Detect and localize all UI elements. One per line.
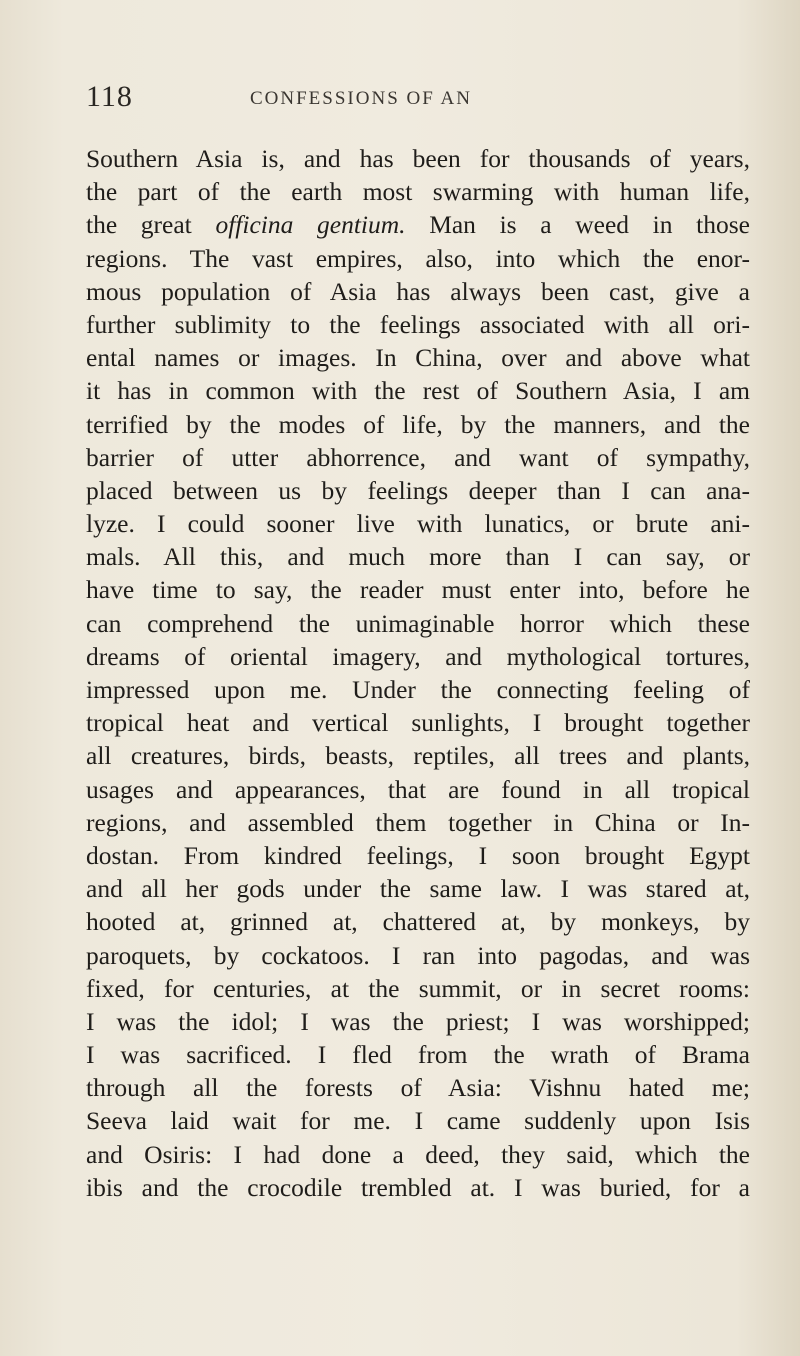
text-line: usages and appearances, that are found in all tropical bbox=[86, 774, 750, 804]
text-line: ibis and the crocodile trembled at. I was buried, for a bbox=[86, 1172, 750, 1202]
text-line: barrier of utter abhorrence, and want of sympathy, bbox=[86, 442, 750, 472]
text-line: dreams of oriental imagery, and mythological tortures, bbox=[86, 641, 750, 671]
text-line: have time to say, the reader must enter into, before he bbox=[86, 575, 750, 605]
text-line: impressed upon me. Under the connecting feeling of bbox=[86, 675, 750, 704]
text-line: mous population of Asia has always been cast, give a bbox=[86, 276, 750, 306]
text-line: dostan. From kindred feelings, I soon brought Egypt bbox=[86, 840, 750, 870]
text-line: through all the forests of Asia: Vishnu hated me; bbox=[86, 1073, 750, 1103]
latin-phrase: officina gentium. bbox=[215, 210, 406, 240]
text-line: the part of the earth most swarming with human life, bbox=[86, 177, 750, 207]
text-run: Man is a weed in those bbox=[405, 210, 750, 240]
running-head: CONFESSIONS OF AN bbox=[250, 88, 472, 109]
text-line: I was the idol; I was the priest; I was worshipped; bbox=[86, 1006, 750, 1036]
page-number: 118 bbox=[86, 80, 133, 113]
text-line: and Osiris: I had done a deed, they said, which the bbox=[86, 1139, 750, 1169]
text-line: I was sacrificed. I fled from the wrath of Brama bbox=[86, 1040, 750, 1070]
text-line: and all her gods under the same law. I was stared at, bbox=[86, 874, 750, 904]
text-line: hooted at, grinned at, chattered at, by monkeys, by bbox=[86, 907, 750, 937]
body-text bbox=[86, 142, 750, 1204]
text-line: regions, and assembled them together in China or In- bbox=[86, 807, 750, 837]
text-line: Southern Asia is, and has been for thousands of years, bbox=[86, 144, 750, 173]
text-line: can comprehend the unimaginable horror which these bbox=[86, 608, 750, 638]
text-line: further sublimity to the feelings associated with all ori- bbox=[86, 309, 750, 339]
text-line: regions. The vast empires, also, into which the enor- bbox=[86, 243, 750, 273]
text-run: the great bbox=[86, 210, 216, 240]
text-line: placed between us by feelings deeper than I can ana- bbox=[86, 475, 750, 505]
text-line: lyze. I could sooner live with lunatics, or brute ani- bbox=[86, 509, 750, 539]
text-line: Seeva laid wait for me. I came suddenly upon Isis bbox=[86, 1106, 750, 1136]
text-line: all creatures, birds, beasts, reptiles, all trees and plants, bbox=[86, 741, 750, 771]
text-line: ental names or images. In China, over and above what bbox=[86, 343, 750, 373]
text-line: paroquets, by cockatoos. I ran into pagodas, and was bbox=[86, 940, 750, 970]
text-line: mals. All this, and much more than I can say, or bbox=[86, 542, 750, 572]
text-line: fixed, for centuries, at the summit, or in secret rooms: bbox=[86, 973, 750, 1003]
text-line bbox=[86, 208, 750, 241]
text-line: it has in common with the rest of Southern Asia, I am bbox=[86, 376, 750, 406]
text-line: tropical heat and vertical sunlights, I brought together bbox=[86, 708, 750, 738]
text-line: terrified by the modes of life, by the manners, and the bbox=[86, 409, 750, 439]
